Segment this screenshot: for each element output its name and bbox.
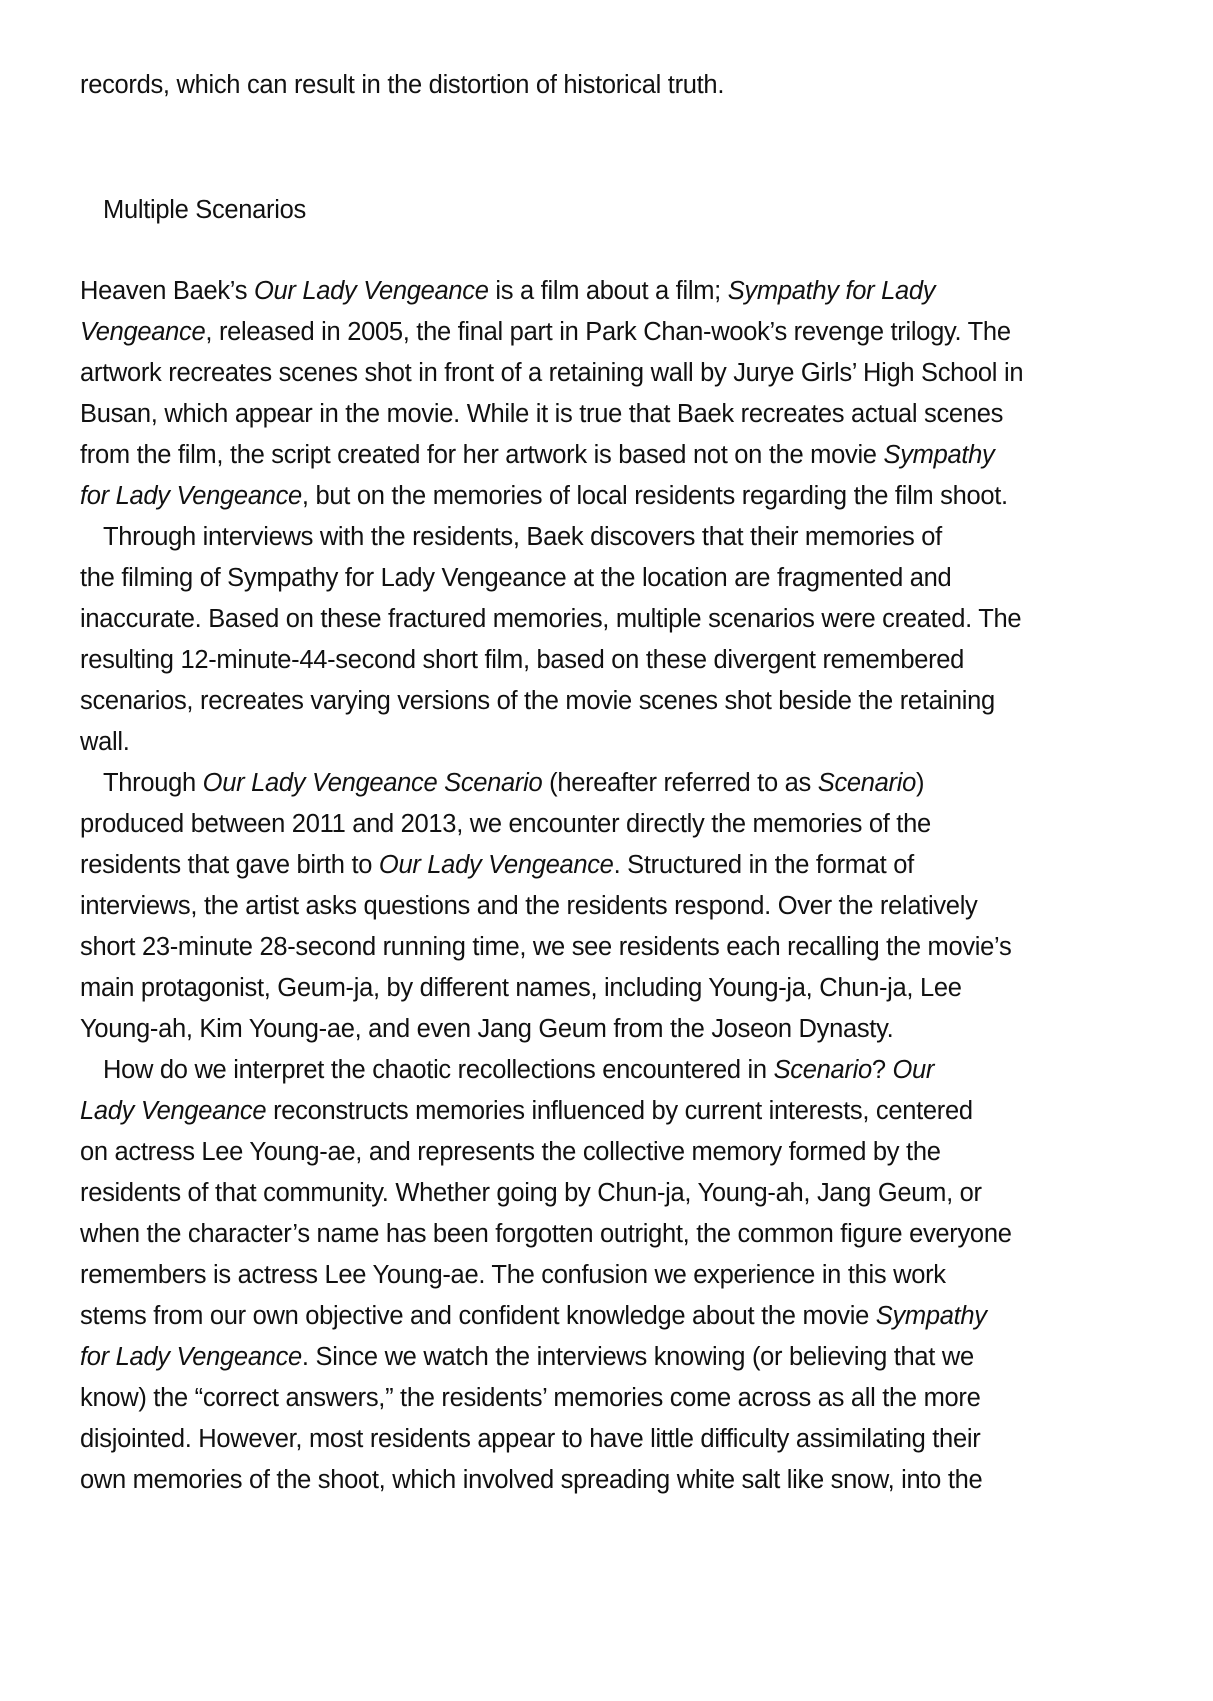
text-line: on actress Lee Young-ae, and represents the collective memory formed by the (80, 1138, 941, 1166)
text-line: inaccurate. Based on these fractured memories, multiple scenarios were created. The (80, 605, 1022, 633)
text-line: scenarios, recreates varying versions of the movie scenes shot beside the retaining (80, 687, 995, 715)
text-line: stems from our own objective and confident knowledge about the movie Sympathy (80, 1302, 987, 1330)
section-heading: Multiple Scenarios (103, 196, 306, 224)
text-line: interviews, the artist asks questions and the residents respond. Over the relatively (80, 892, 978, 920)
text-line: the filming of Sympathy for Lady Vengeance at the location are fragmented and (80, 564, 952, 592)
text-line: from the film, the script created for her artwork is based not on the movie Sympathy (80, 441, 995, 469)
text-line: for Lady Vengeance, but on the memories of local residents regarding the film shoot. (80, 482, 1008, 510)
text-line: records, which can result in the distortion of historical truth. (80, 71, 725, 99)
text-line: Heaven Baek’s Our Lady Vengeance is a film about a film; Sympathy for Lady (80, 277, 936, 305)
text-line: short 23-minute 28-second running time, we see residents each recalling the movie’s (80, 933, 1012, 961)
text-line: Through Our Lady Vengeance Scenario (hereafter referred to as Scenario) (103, 769, 925, 797)
text-line: know) the “correct answers,” the residents’ memories come across as all the more (80, 1384, 981, 1412)
text-line: remembers is actress Lee Young-ae. The confusion we experience in this work (80, 1261, 946, 1289)
text-line: How do we interpret the chaotic recollections encountered in Scenario? Our (103, 1056, 935, 1084)
text-line: when the character’s name has been forgotten outright, the common figure everyone (80, 1220, 1012, 1248)
text-line: produced between 2011 and 2013, we encounter directly the memories of the (80, 810, 931, 838)
text-line: artwork recreates scenes shot in front of a retaining wall by Jurye Girls’ High School in (80, 359, 1024, 387)
text-line: wall. (80, 728, 130, 756)
text-line: own memories of the shoot, which involved spreading white salt like snow, into the (80, 1466, 983, 1494)
text-line: Lady Vengeance reconstructs memories influenced by current interests, centered (80, 1097, 973, 1125)
text-line: Vengeance, released in 2005, the final part in Park Chan-wook’s revenge trilogy. The (80, 318, 1011, 346)
text-line: disjointed. However, most residents appear to have little difficulty assimilating their (80, 1425, 981, 1453)
text-line: Through interviews with the residents, Baek discovers that their memories of (103, 523, 942, 551)
text-line: residents that gave birth to Our Lady Vengeance. Structured in the format of (80, 851, 914, 879)
text-line: resulting 12-minute-44-second short film, based on these divergent remembered (80, 646, 965, 674)
text-line: for Lady Vengeance. Since we watch the interviews knowing (or believing that we (80, 1343, 974, 1371)
text-line: Young-ah, Kim Young-ae, and even Jang Geum from the Joseon Dynasty. (80, 1015, 894, 1043)
text-line: Busan, which appear in the movie. While it is true that Baek recreates actual scenes (80, 400, 1004, 428)
text-line: residents of that community. Whether going by Chun-ja, Young-ah, Jang Geum, or (80, 1179, 982, 1207)
text-line: main protagonist, Geum-ja, by different names, including Young-ja, Chun-ja, Lee (80, 974, 962, 1002)
